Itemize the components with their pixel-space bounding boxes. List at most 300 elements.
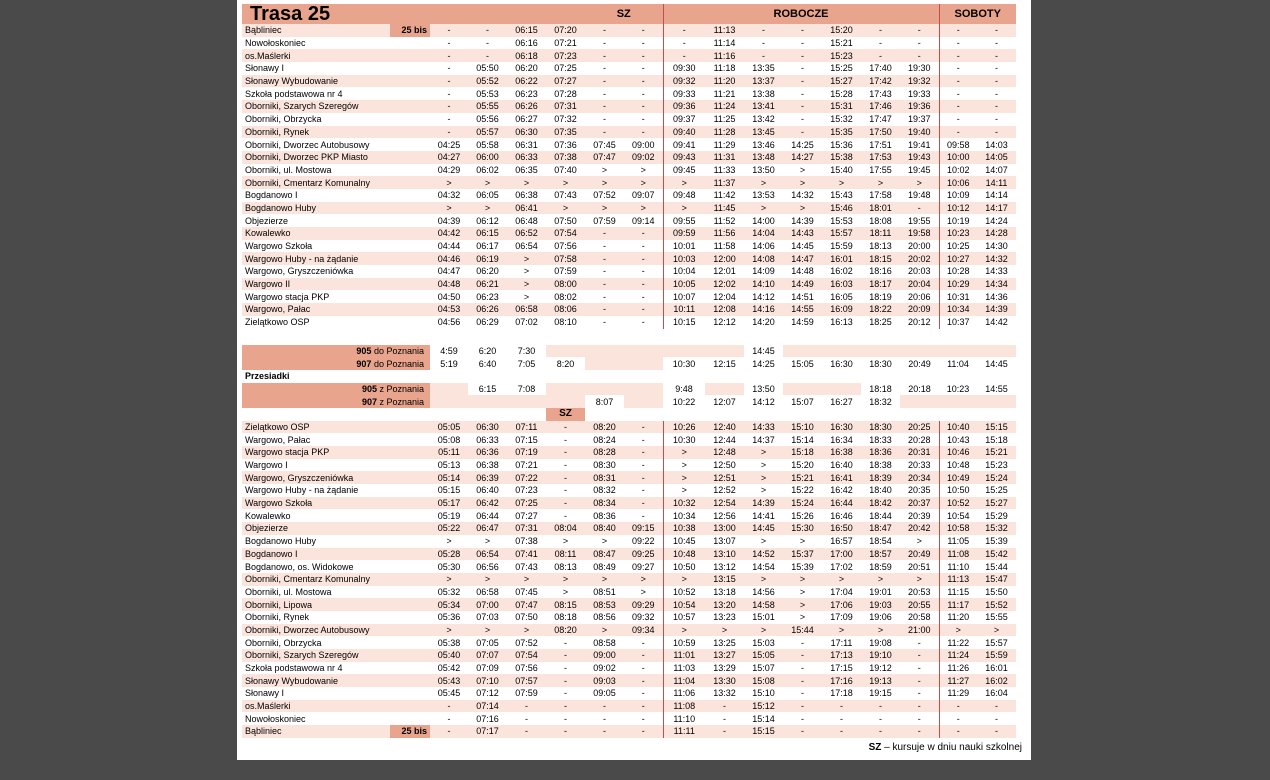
departure-time: -	[977, 113, 1016, 126]
departure-time: 15:26	[783, 509, 822, 522]
departure-time: 18:54	[861, 535, 900, 548]
departure-time: 09:05	[585, 687, 624, 700]
stop-row	[242, 548, 1016, 561]
stop-row	[242, 303, 1016, 316]
departure-time: -	[783, 126, 822, 139]
departure-time: 08:20	[546, 624, 585, 637]
route-variant-empty	[390, 49, 430, 62]
departure-time: >	[744, 573, 783, 586]
departure-time: 15:32	[977, 522, 1016, 535]
departure-time: -	[546, 433, 585, 446]
departure-time: 06:27	[507, 113, 546, 126]
departure-time: 15:14	[783, 433, 822, 446]
departure-time: 07:27	[507, 509, 546, 522]
departure-time: 15:44	[783, 624, 822, 637]
departure-time: 20:55	[900, 598, 939, 611]
departure-time: -	[430, 24, 468, 37]
departure-time: -	[624, 725, 663, 738]
connection-time	[663, 345, 705, 358]
departure-time: >	[663, 573, 705, 586]
departure-time: 11:29	[939, 687, 977, 700]
departure-time: 08:34	[585, 497, 624, 510]
departure-time: 06:05	[468, 189, 507, 202]
departure-time: 14:07	[977, 164, 1016, 177]
stop-row	[242, 497, 1016, 510]
departure-time: 10:06	[939, 176, 977, 189]
connection-time	[507, 395, 546, 408]
departure-time: 13:00	[705, 522, 744, 535]
departure-time: 14:54	[744, 560, 783, 573]
departure-time: -	[939, 126, 977, 139]
departure-time: -	[585, 100, 624, 113]
connection-row	[242, 357, 1016, 370]
departure-time: -	[585, 113, 624, 126]
departure-time: 10:54	[939, 509, 977, 522]
stop-row	[242, 202, 1016, 215]
stop-name: Objezierze	[242, 214, 390, 227]
departure-time: 13:35	[744, 62, 783, 75]
departure-time: 06:52	[507, 227, 546, 240]
departure-time: 10:58	[939, 522, 977, 535]
departure-time: 07:05	[468, 636, 507, 649]
departure-time: >	[663, 202, 705, 215]
connection-time	[624, 357, 663, 370]
departure-time: 19:45	[900, 164, 939, 177]
departure-time: -	[624, 636, 663, 649]
stop-name: Zielątkowo OSP	[242, 316, 390, 329]
departure-time: 06:23	[507, 87, 546, 100]
departure-time: -	[546, 484, 585, 497]
departure-time: >	[744, 624, 783, 637]
departure-time: 10:48	[663, 548, 705, 561]
departure-time: 13:37	[744, 75, 783, 88]
departure-time: 15:18	[783, 446, 822, 459]
connection-label	[242, 345, 430, 358]
departure-time: 11:14	[705, 37, 744, 50]
departure-time: 05:13	[430, 459, 468, 472]
departure-time: 08:30	[585, 459, 624, 472]
departure-time: 11:20	[939, 611, 977, 624]
route-variant-empty	[390, 649, 430, 662]
connection-time: 14:45	[977, 357, 1016, 370]
departure-time: 17:16	[822, 674, 861, 687]
departure-time: 11:52	[705, 214, 744, 227]
departure-time: -	[744, 37, 783, 50]
departure-time: 08:02	[546, 290, 585, 303]
departure-time: 06:16	[507, 37, 546, 50]
connection-label	[242, 357, 430, 370]
departure-time: 14:33	[744, 421, 783, 434]
departure-time: 04:48	[430, 278, 468, 291]
departure-time: 07:59	[507, 687, 546, 700]
stop-row	[242, 24, 1016, 37]
stop-name: Oborniki, ul. Mostowa	[242, 164, 390, 177]
route-variant-empty	[390, 712, 430, 725]
departure-time: 14:06	[744, 240, 783, 253]
route-variant-empty	[390, 535, 430, 548]
stop-name: Wargowo stacja PKP	[242, 446, 390, 459]
departure-time: -	[939, 37, 977, 50]
departure-time: 18:16	[861, 265, 900, 278]
departure-time: >	[585, 624, 624, 637]
route-variant-empty	[390, 662, 430, 675]
departure-time: -	[585, 265, 624, 278]
departure-time: 14:33	[977, 265, 1016, 278]
departure-time: -	[977, 725, 1016, 738]
departure-time: 09:15	[624, 522, 663, 535]
connection-label	[242, 383, 430, 396]
departure-time: 14:59	[783, 316, 822, 329]
departure-time: -	[546, 687, 585, 700]
departure-time: 09:25	[624, 548, 663, 561]
departure-time: 10:09	[939, 189, 977, 202]
departure-time: 14:58	[744, 598, 783, 611]
departure-time: -	[546, 674, 585, 687]
departure-time: 13:29	[705, 662, 744, 675]
departure-time: 07:40	[546, 164, 585, 177]
stop-row	[242, 164, 1016, 177]
departure-time: 12:02	[705, 278, 744, 291]
departure-time: -	[624, 674, 663, 687]
departure-time: 20:04	[900, 278, 939, 291]
departure-time: 07:52	[585, 189, 624, 202]
departure-time: -	[546, 497, 585, 510]
departure-time: 14:39	[783, 214, 822, 227]
departure-time: -	[624, 303, 663, 316]
departure-time: 07:07	[468, 649, 507, 662]
departure-time: 13:38	[744, 87, 783, 100]
departure-time: 20:34	[900, 471, 939, 484]
departure-time: >	[430, 535, 468, 548]
stop-row	[242, 459, 1016, 472]
departure-time: 07:59	[546, 265, 585, 278]
departure-time: 10:05	[663, 278, 705, 291]
departure-time: >	[744, 535, 783, 548]
connection-row	[242, 345, 1016, 358]
departure-time: 10:11	[663, 303, 705, 316]
route-variant-empty	[390, 446, 430, 459]
departure-time: -	[546, 649, 585, 662]
stop-name: Wargowo, Gryszczeniówka	[242, 265, 390, 278]
stop-row	[242, 37, 1016, 50]
connection-time: 9:48	[663, 383, 705, 396]
connection-time: 7:05	[507, 357, 546, 370]
departure-time: -	[624, 700, 663, 713]
connection-time	[585, 345, 624, 358]
connection-time: 6:20	[468, 345, 507, 358]
stop-row	[242, 113, 1016, 126]
route-variant-empty	[390, 100, 430, 113]
departure-time: 15:15	[744, 725, 783, 738]
connection-time: 16:30	[822, 357, 861, 370]
departure-time: 19:48	[900, 189, 939, 202]
departure-time: 16:04	[977, 687, 1016, 700]
departure-time: 19:01	[861, 586, 900, 599]
departure-time: >	[783, 573, 822, 586]
departure-time: -	[624, 252, 663, 265]
departure-time: 13:46	[744, 138, 783, 151]
departure-time: 19:06	[861, 611, 900, 624]
departure-time: >	[546, 586, 585, 599]
footnote-code: SZ	[868, 742, 882, 753]
departure-time: 07:25	[507, 497, 546, 510]
departure-time: 11:42	[705, 189, 744, 202]
departure-time: -	[624, 240, 663, 253]
departure-time: 11:03	[663, 662, 705, 675]
route-variant-empty	[390, 509, 430, 522]
connection-time	[546, 395, 585, 408]
connection-time	[900, 395, 939, 408]
departure-time: 11:17	[939, 598, 977, 611]
departure-time: 13:23	[705, 611, 744, 624]
departure-time: >	[507, 573, 546, 586]
route-variant-empty	[390, 598, 430, 611]
departure-time: 06:38	[507, 189, 546, 202]
departure-time: -	[939, 87, 977, 100]
stop-row	[242, 484, 1016, 497]
departure-time: 13:15	[705, 573, 744, 586]
departure-time: -	[663, 49, 705, 62]
departure-time: 12:44	[705, 433, 744, 446]
departure-time: 19:12	[861, 662, 900, 675]
departure-time: 15:50	[977, 586, 1016, 599]
route-variant-empty	[390, 700, 430, 713]
connection-line-number: 907	[356, 358, 372, 369]
spacer-cell	[242, 329, 1016, 345]
departure-time: 05:55	[468, 100, 507, 113]
departure-time: >	[624, 573, 663, 586]
departure-time: -	[468, 37, 507, 50]
route-variant-empty	[390, 151, 430, 164]
departure-time: 14:55	[783, 303, 822, 316]
header-row	[242, 4, 1016, 24]
transfers-spacer	[430, 370, 1016, 383]
departure-time: 20:42	[900, 522, 939, 535]
route-variant-empty	[390, 240, 430, 253]
departure-time: -	[822, 712, 861, 725]
departure-time: 07:12	[468, 687, 507, 700]
departure-time: 18:22	[861, 303, 900, 316]
departure-time: 08:20	[585, 421, 624, 434]
stop-row	[242, 687, 1016, 700]
departure-time: 11:13	[939, 573, 977, 586]
departure-time: 07:21	[507, 459, 546, 472]
departure-time: -	[624, 433, 663, 446]
departure-time: 07:19	[507, 446, 546, 459]
spacer-row	[242, 329, 1016, 345]
departure-time: 11:20	[705, 75, 744, 88]
departure-time: >	[468, 624, 507, 637]
departure-time: 11:45	[705, 202, 744, 215]
stop-name: Wargowo, Pałac	[242, 303, 390, 316]
departure-time: 16:02	[977, 674, 1016, 687]
departure-time: 17:50	[861, 126, 900, 139]
route-variant-empty	[390, 62, 430, 75]
departure-time: >	[430, 624, 468, 637]
departure-time: 11:18	[705, 62, 744, 75]
departure-time: -	[585, 278, 624, 291]
departure-time: 16:44	[822, 497, 861, 510]
stop-name: Słonawy Wybudowanie	[242, 674, 390, 687]
departure-time: -	[585, 316, 624, 329]
departure-time: 11:10	[939, 560, 977, 573]
departure-time: >	[507, 290, 546, 303]
departure-time: 04:47	[430, 265, 468, 278]
connection-line-number: 905	[361, 383, 377, 394]
connection-time: 18:32	[861, 395, 900, 408]
departure-time: 10:52	[939, 497, 977, 510]
departure-time: 09:02	[585, 662, 624, 675]
departure-time: 11:10	[663, 712, 705, 725]
departure-time: -	[783, 712, 822, 725]
departure-time: 05:34	[430, 598, 468, 611]
connection-line-number: 907	[361, 396, 377, 407]
departure-time: 16:01	[822, 252, 861, 265]
departure-time: >	[900, 176, 939, 189]
connection-time: 6:40	[468, 357, 507, 370]
connection-line-number: 905	[356, 345, 372, 356]
departure-time: >	[507, 176, 546, 189]
departure-time: -	[624, 100, 663, 113]
departure-time: >	[546, 176, 585, 189]
departure-time: 15:24	[783, 497, 822, 510]
departure-time: 15:12	[744, 700, 783, 713]
connection-time: 15:07	[783, 395, 822, 408]
stop-row	[242, 87, 1016, 100]
departure-time: 05:45	[430, 687, 468, 700]
departure-time: -	[546, 725, 585, 738]
connection-time: 7:08	[507, 383, 546, 396]
stop-row	[242, 573, 1016, 586]
departure-time: 10:26	[663, 421, 705, 434]
departure-time: 13:25	[705, 636, 744, 649]
departure-time: 10:59	[663, 636, 705, 649]
departure-time: -	[624, 687, 663, 700]
departure-time: 07:14	[468, 700, 507, 713]
departure-time: >	[822, 176, 861, 189]
stop-name: Wargowo Szkoła	[242, 497, 390, 510]
stop-name: Zielątkowo OSP	[242, 421, 390, 434]
departure-time: 05:36	[430, 611, 468, 624]
departure-time: 07:35	[546, 126, 585, 139]
connection-time	[585, 357, 624, 370]
connection-direction: z Poznania	[376, 383, 424, 394]
departure-time: 19:41	[900, 138, 939, 151]
departure-time: 11:04	[663, 674, 705, 687]
departure-time: -	[546, 662, 585, 675]
departure-time: 04:44	[430, 240, 468, 253]
departure-time: 07:16	[468, 712, 507, 725]
departure-time: 15:43	[822, 189, 861, 202]
departure-time: >	[468, 573, 507, 586]
departure-time: -	[585, 87, 624, 100]
connection-row	[242, 383, 1016, 396]
departure-time: 15:40	[822, 164, 861, 177]
departure-time: -	[546, 421, 585, 434]
connection-time: 12:15	[705, 357, 744, 370]
departure-time: 18:13	[861, 240, 900, 253]
departure-time: 07:45	[585, 138, 624, 151]
stop-name: Bogdanowo Huby	[242, 535, 390, 548]
departure-time: 08:56	[585, 611, 624, 624]
connection-time	[430, 383, 468, 396]
departure-time: -	[624, 290, 663, 303]
departure-time: 07:43	[546, 189, 585, 202]
departure-time: 18:38	[861, 459, 900, 472]
route-variant-empty	[390, 113, 430, 126]
stop-name: Słonawy Wybudowanie	[242, 75, 390, 88]
departure-time: -	[585, 227, 624, 240]
departure-time: 14:17	[977, 202, 1016, 215]
departure-time: 20:49	[900, 548, 939, 561]
departure-time: 08:24	[585, 433, 624, 446]
departure-time: 11:58	[705, 240, 744, 253]
departure-time: -	[900, 674, 939, 687]
departure-time: -	[585, 290, 624, 303]
departure-time: 11:24	[939, 649, 977, 662]
departure-time: 17:02	[822, 560, 861, 573]
departure-time: 07:47	[507, 598, 546, 611]
departure-time: -	[624, 316, 663, 329]
departure-time: 15:21	[822, 37, 861, 50]
departure-time: -	[430, 725, 468, 738]
departure-time: 20:06	[900, 290, 939, 303]
departure-time: 08:47	[585, 548, 624, 561]
departure-time: 19:03	[861, 598, 900, 611]
departure-time: 14:32	[977, 252, 1016, 265]
departure-time: 06:58	[507, 303, 546, 316]
stop-row	[242, 138, 1016, 151]
departure-time: 07:22	[507, 471, 546, 484]
route-variant-empty	[390, 573, 430, 586]
stop-row	[242, 227, 1016, 240]
departure-time: 12:56	[705, 509, 744, 522]
stop-name: Kowalewko	[242, 227, 390, 240]
departure-time: 06:54	[468, 548, 507, 561]
departure-time: 07:50	[507, 611, 546, 624]
connection-time	[705, 383, 744, 396]
departure-time: 09:55	[663, 214, 705, 227]
route-variant-badge: 25 bis	[390, 725, 430, 738]
route-variant-empty	[390, 560, 430, 573]
stop-row	[242, 433, 1016, 446]
stop-row	[242, 421, 1016, 434]
stop-row	[242, 674, 1016, 687]
departure-time: -	[624, 24, 663, 37]
departure-time: 18:44	[861, 509, 900, 522]
departure-time: 19:33	[900, 87, 939, 100]
departure-time: -	[585, 240, 624, 253]
route-variant-empty	[390, 278, 430, 291]
departure-time: 13:18	[705, 586, 744, 599]
departure-time: 15:29	[977, 509, 1016, 522]
departure-time: 06:22	[507, 75, 546, 88]
departure-time: 15:28	[822, 87, 861, 100]
departure-time: 05:50	[468, 62, 507, 75]
departure-time: 11:06	[663, 687, 705, 700]
departure-time: 10:01	[663, 240, 705, 253]
connection-time: 8:07	[585, 395, 624, 408]
departure-time: 10:00	[939, 151, 977, 164]
departure-time: >	[939, 624, 977, 637]
departure-time: -	[546, 636, 585, 649]
departure-time: 14:42	[977, 316, 1016, 329]
departure-time: 04:56	[430, 316, 468, 329]
departure-time: 19:36	[900, 100, 939, 113]
departure-time: 08:10	[546, 316, 585, 329]
stop-name: Oborniki, Rynek	[242, 611, 390, 624]
departure-time: 15:38	[822, 151, 861, 164]
